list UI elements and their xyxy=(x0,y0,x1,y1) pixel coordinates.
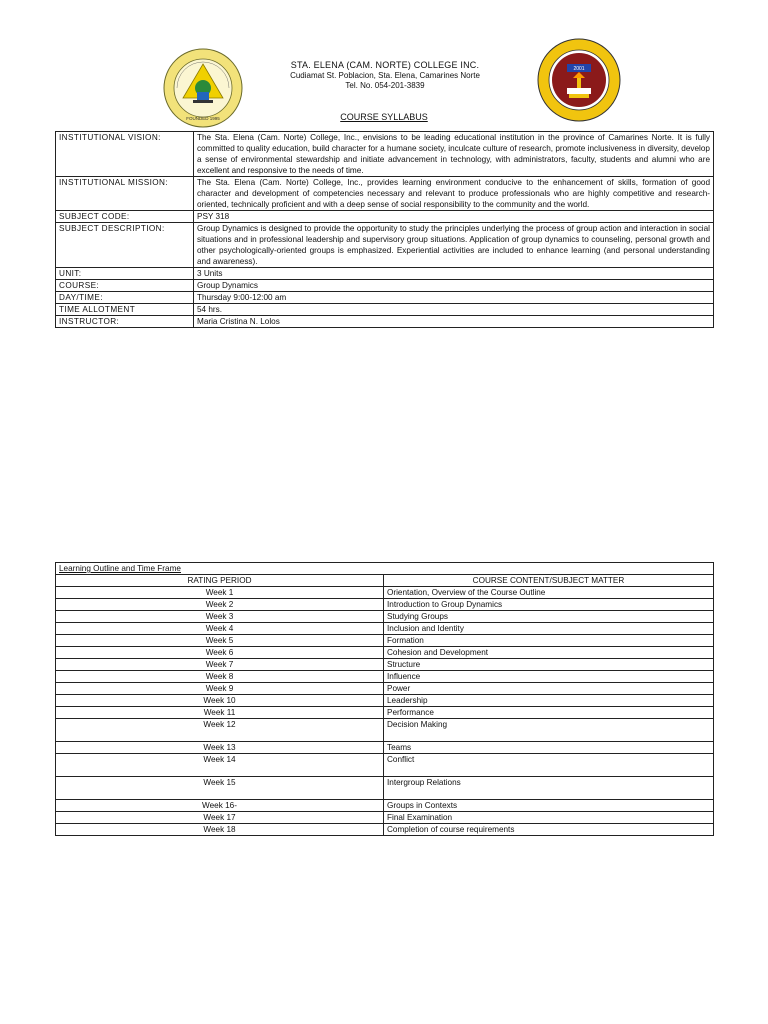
week-cell: Week 6 xyxy=(56,647,384,659)
svg-text:2001: 2001 xyxy=(573,66,585,72)
subject-code-label: SUBJECT CODE: xyxy=(56,211,194,223)
content-cell: Inclusion and Identity xyxy=(384,623,714,635)
week-cell: Week 9 xyxy=(56,683,384,695)
week-cell: Week 10 xyxy=(56,695,384,707)
week-cell: Week 1 xyxy=(56,587,384,599)
table-row xyxy=(56,177,714,211)
content-cell: Teams xyxy=(384,742,714,754)
college-telephone: Tel. No. 054-201-3839 xyxy=(345,81,425,90)
college-name: STA. ELENA (CAM. NORTE) COLLEGE INC. xyxy=(290,60,480,70)
table-header-row xyxy=(56,575,714,587)
table-row xyxy=(56,623,714,635)
table-row xyxy=(56,824,714,836)
content-cell: Studying Groups xyxy=(384,611,714,623)
table-row xyxy=(56,671,714,683)
day-time-label: DAY/TIME: xyxy=(56,292,194,304)
table-row xyxy=(56,683,714,695)
week-cell: Week 5 xyxy=(56,635,384,647)
unit-value: 3 Units xyxy=(194,268,714,280)
week-cell: Week 13 xyxy=(56,742,384,754)
week-cell: Week 12 xyxy=(56,719,384,742)
page-title: COURSE SYLLABUS xyxy=(340,112,428,122)
week-cell: Week 17 xyxy=(56,812,384,824)
course-label: COURSE: xyxy=(56,280,194,292)
table-row xyxy=(56,280,714,292)
table-row xyxy=(56,132,714,177)
content-cell: Formation xyxy=(384,635,714,647)
vision-label: INSTITUTIONAL VISION: xyxy=(56,132,194,177)
mission-label: INSTITUTIONAL MISSION: xyxy=(56,177,194,211)
table-row xyxy=(56,659,714,671)
content-cell: Intergroup Relations xyxy=(384,777,714,800)
table-row xyxy=(56,707,714,719)
week-cell: Week 3 xyxy=(56,611,384,623)
week-cell: Week 15 xyxy=(56,777,384,800)
syllabus-info-table xyxy=(55,131,714,328)
table-row xyxy=(56,316,714,328)
content-cell: Leadership xyxy=(384,695,714,707)
column-header-rating-period: RATING PERIOD xyxy=(56,575,384,587)
subject-description-label: SUBJECT DESCRIPTION: xyxy=(56,223,194,268)
college-info xyxy=(270,60,500,90)
content-cell: Final Examination xyxy=(384,812,714,824)
content-cell: Power xyxy=(384,683,714,695)
time-allotment-label: TIME ALLOTMENT xyxy=(56,304,194,316)
content-cell: Performance xyxy=(384,707,714,719)
content-cell: Groups in Contexts xyxy=(384,800,714,812)
college-of-education-logo xyxy=(537,38,621,122)
instructor-value: Maria Cristina N. Lolos xyxy=(194,316,714,328)
college-address: Cudiamat St. Poblacion, Sta. Elena, Camarines Norte xyxy=(290,71,480,80)
learning-outline-table xyxy=(55,562,714,836)
table-row xyxy=(56,611,714,623)
table-row xyxy=(56,742,714,754)
table-caption-row xyxy=(56,563,714,575)
table-row xyxy=(56,599,714,611)
week-cell: Week 4 xyxy=(56,623,384,635)
table-row xyxy=(56,800,714,812)
subject-code-value: PSY 318 xyxy=(194,211,714,223)
table-row xyxy=(56,268,714,280)
table-row xyxy=(56,223,714,268)
content-cell: Introduction to Group Dynamics xyxy=(384,599,714,611)
table-row xyxy=(56,292,714,304)
week-cell: Week 16- xyxy=(56,800,384,812)
svg-text:FOUNDED 1995: FOUNDED 1995 xyxy=(186,116,220,121)
table-row xyxy=(56,812,714,824)
table-row xyxy=(56,304,714,316)
table-row xyxy=(56,635,714,647)
week-cell: Week 8 xyxy=(56,671,384,683)
content-cell: Completion of course requirements xyxy=(384,824,714,836)
vision-value: The Sta. Elena (Cam. Norte) College, Inc., envisions to be leading educational institution in the province of Camarines Norte. It is fully committed to quality education, build character for a humane society, inculcate culture of research, promote inclusiveness in diversity, develop a sense of environmental stewardship and initiate advancement in technology, with administrators, faculty, students and alumni who are excellent and responsive to the needs of time. xyxy=(194,132,714,177)
content-cell: Influence xyxy=(384,671,714,683)
content-cell: Decision Making xyxy=(384,719,714,742)
table-row xyxy=(56,647,714,659)
content-cell: Conflict xyxy=(384,754,714,777)
content-cell: Structure xyxy=(384,659,714,671)
week-cell: Week 18 xyxy=(56,824,384,836)
table-row xyxy=(56,754,714,777)
mission-value: The Sta. Elena (Cam. Norte) College, Inc., provides learning environment conducive to the enhancement of skills, formation of good character and development of competencies necessary and relevant to produce professionals who are highly competitive and research-oriented, technically proficient and with a deep sense of social responsibility to the community and the world. xyxy=(194,177,714,211)
unit-label: UNIT: xyxy=(56,268,194,280)
column-header-course-content: COURSE CONTENT/SUBJECT MATTER xyxy=(384,575,714,587)
week-cell: Week 7 xyxy=(56,659,384,671)
table-caption: Learning Outline and Time Frame xyxy=(56,563,714,575)
day-time-value: Thursday 9:00-12:00 am xyxy=(194,292,714,304)
instructor-label: INSTRUCTOR: xyxy=(56,316,194,328)
table-row xyxy=(56,695,714,707)
subject-description-value: Group Dynamics is designed to provide the opportunity to study the principles underlying the process of group action and interaction in social situations and in professional leadership and supervisory group situations. Application of group dynamics to counseling, personal growth and other psychologically-oriented groups is emphasized. Experiential activities are included to enhance learning (and personal understanding and awareness). xyxy=(194,223,714,268)
table-row xyxy=(56,587,714,599)
table-row xyxy=(56,719,714,742)
course-value: Group Dynamics xyxy=(194,280,714,292)
week-cell: Week 14 xyxy=(56,754,384,777)
table-row xyxy=(56,211,714,223)
content-cell: Orientation, Overview of the Course Outline xyxy=(384,587,714,599)
table-row xyxy=(56,777,714,800)
content-cell: Cohesion and Development xyxy=(384,647,714,659)
time-allotment-value: 54 hrs. xyxy=(194,304,714,316)
week-cell: Week 11 xyxy=(56,707,384,719)
week-cell: Week 2 xyxy=(56,599,384,611)
